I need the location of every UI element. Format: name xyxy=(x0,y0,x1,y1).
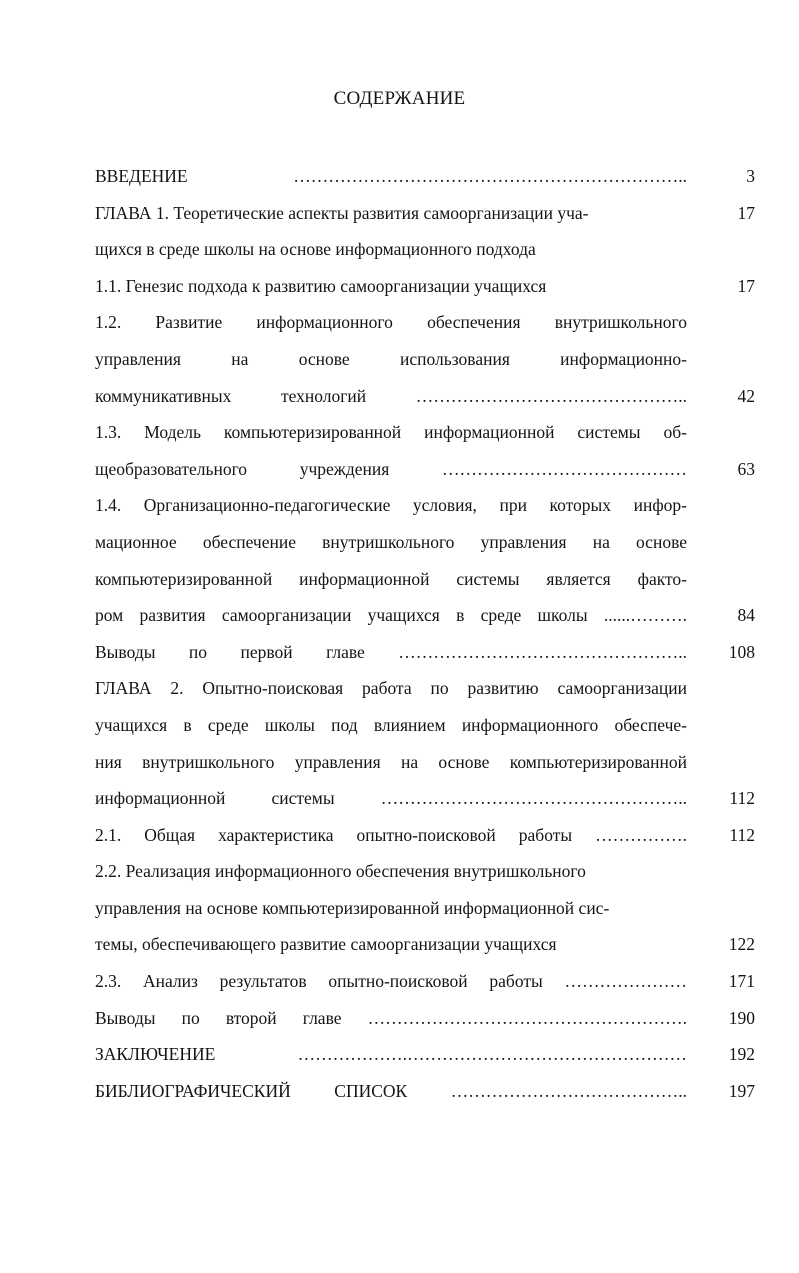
page-title: СОДЕРЖАНИЕ xyxy=(333,88,466,109)
toc-entry xyxy=(95,963,755,1000)
toc-entry-line: БИБЛИОГРАФИЧЕСКИЙ СПИСОК ………………………………….. xyxy=(95,1080,687,1101)
toc-entry xyxy=(95,1000,755,1037)
toc-entry-line: 1.3. Модель компьютеризированной информационной системы об- xyxy=(95,422,687,443)
toc-entry xyxy=(95,487,755,633)
toc-entry-text xyxy=(95,1000,687,1037)
toc-entry-line: ром развития самоорганизации учащихся в среде школы ......………. xyxy=(95,605,687,626)
toc-entry-line: 1.4. Организационно-педагогические условия, при которых инфор- xyxy=(95,495,687,516)
toc-entry-line: мационное обеспечение внутришкольного управления на основе xyxy=(95,531,687,552)
toc-entry-text xyxy=(95,268,687,305)
toc-entry-line: Выводы по первой главе ………………………………………….. xyxy=(95,641,687,662)
toc-entry-text xyxy=(95,634,687,671)
toc-entry-text xyxy=(95,670,687,816)
toc-page-number: 108 xyxy=(728,641,755,662)
toc-page-number: 192 xyxy=(728,1044,755,1065)
toc-page-number: 112 xyxy=(729,824,755,845)
toc-page-number: 122 xyxy=(728,934,755,955)
toc-page-number: 171 xyxy=(728,971,755,992)
toc-entry-line: 1.1. Генезис подхода к развитию самоорганизации учащихся xyxy=(95,275,547,296)
toc-entry xyxy=(95,414,755,487)
toc-entry-text xyxy=(95,817,687,854)
toc-entry-line: ЗАКЛЮЧЕНИЕ ……………….………………………………………… xyxy=(95,1044,687,1065)
toc-page-number: 197 xyxy=(728,1080,755,1101)
toc-entry xyxy=(95,304,755,414)
toc-entry-text xyxy=(95,158,687,195)
table-of-contents xyxy=(95,158,755,1109)
toc-entry-line: 2.3. Анализ результатов опытно-поисковой работы ………………… xyxy=(95,971,687,992)
toc-entry-line: ГЛАВА 2. Опытно-поисковая работа по развитию самоорганизации xyxy=(95,678,687,699)
toc-entry-line: щеобразовательного учреждения …………………………………… xyxy=(95,458,687,479)
toc-page-number: 17 xyxy=(737,275,755,296)
toc-entry-line: ГЛАВА 1. Теоретические аспекты развития самоорганизации уча- xyxy=(95,202,589,223)
toc-entry xyxy=(95,1036,755,1073)
toc-page-number: 42 xyxy=(737,385,755,406)
toc-entry xyxy=(95,195,755,268)
toc-page-number: 84 xyxy=(737,605,755,626)
toc-entry-text xyxy=(95,304,687,414)
toc-entry xyxy=(95,817,755,854)
toc-entry-text xyxy=(95,853,687,963)
toc-entry-text xyxy=(95,1073,687,1110)
toc-entry-text xyxy=(95,1036,687,1073)
toc-entry-line: управления на основе использования информационно- xyxy=(95,348,687,369)
toc-entry-line: 1.2. Развитие информационного обеспечения внутришкольного xyxy=(95,312,687,333)
toc-entry-line: щихся в среде школы на основе информационного подхода xyxy=(95,239,536,260)
toc-page-number: 190 xyxy=(728,1007,755,1028)
toc-page-number: 63 xyxy=(737,458,755,479)
toc-entry-line: темы, обеспечивающего развитие самоорганизации учащихся xyxy=(95,934,557,955)
toc-page-number: 17 xyxy=(737,202,755,223)
toc-entry-text xyxy=(95,487,687,633)
toc-entry xyxy=(95,1073,755,1110)
toc-entry-line: учащихся в среде школы под влиянием информационного обеспече- xyxy=(95,714,687,735)
toc-page-number: 112 xyxy=(729,788,755,809)
toc-entry-line: компьютеризированной информационной системы является факто- xyxy=(95,568,687,589)
toc-entry-text xyxy=(95,414,687,487)
toc-entry-line: информационной системы …………………………………………….. xyxy=(95,788,687,809)
toc-entry-line: 2.1. Общая характеристика опытно-поисковой работы ……………. xyxy=(95,824,687,845)
toc-entry xyxy=(95,670,755,816)
toc-entry xyxy=(95,634,755,671)
toc-entry-line: Выводы по второй главе ………………………………………………. xyxy=(95,1007,687,1028)
toc-entry xyxy=(95,853,755,963)
toc-entry-text xyxy=(95,195,687,268)
toc-entry-line: управления на основе компьютеризированной информационной сис- xyxy=(95,897,610,918)
toc-entry-line: ВВЕДЕНИЕ ………………………………………………………….. xyxy=(95,166,687,186)
toc-entry xyxy=(95,268,755,305)
toc-page-number: 3 xyxy=(746,166,755,186)
toc-entry-line: 2.2. Реализация информационного обеспечения внутришкольного xyxy=(95,861,586,882)
toc-entry xyxy=(95,158,755,195)
toc-entry-text xyxy=(95,963,687,1000)
toc-entry-line: ния внутришкольного управления на основе компьютеризированной xyxy=(95,751,687,772)
toc-entry-line: коммуникативных технологий ……………………………………….. xyxy=(95,385,687,406)
